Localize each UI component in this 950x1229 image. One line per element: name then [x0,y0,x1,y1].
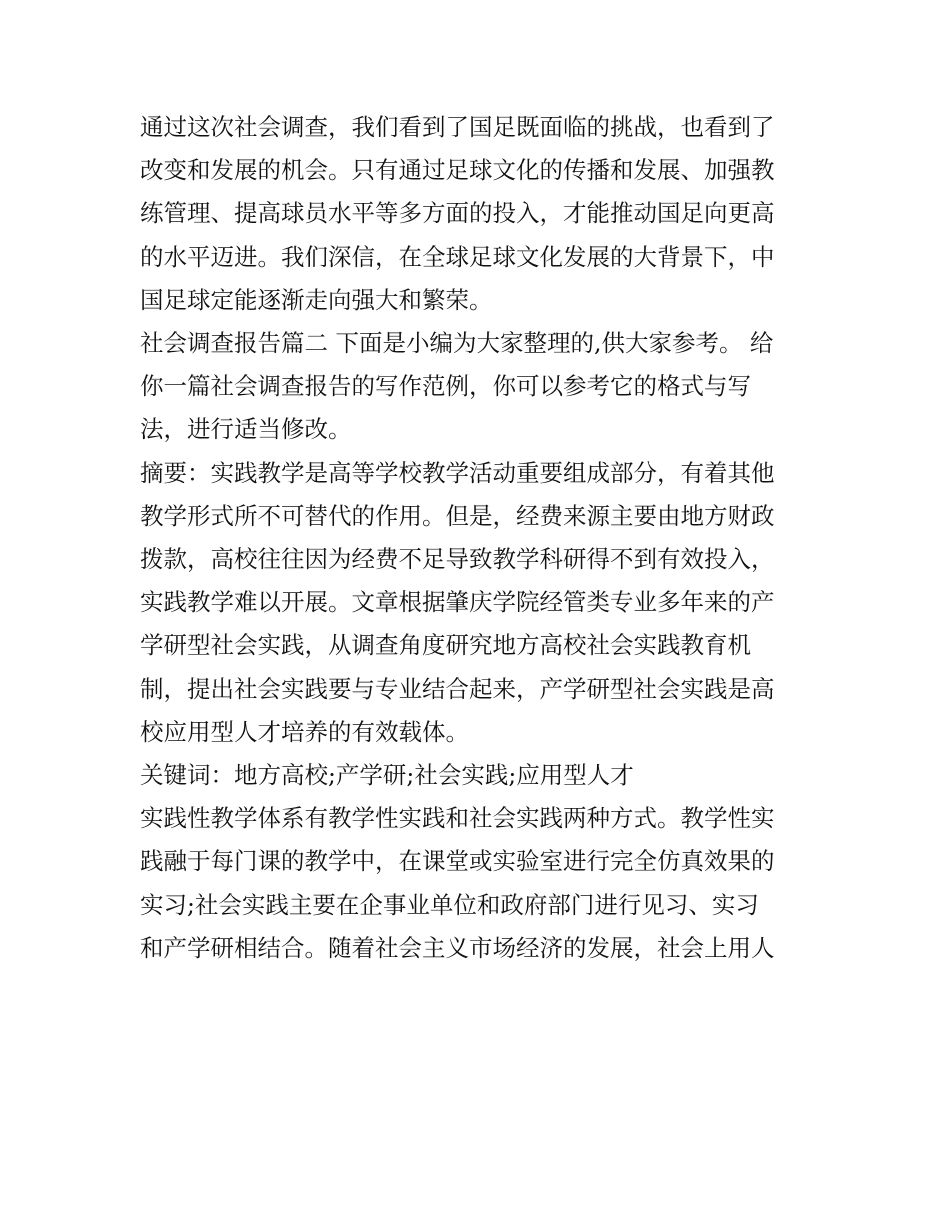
text-line: 学研型社会实践，从调查角度研究地方高校社会实践教育机 [140,631,751,660]
text-line: 教学形式所不可替代的作用。但是，经费来源主要由地方财政 [140,501,775,530]
text-line: 练管理、提高球员水平等多方面的投入，才能推动国足向更高 [140,199,775,228]
text-line: 和产学研相结合。随着社会主义市场经济的发展，社会上用人 [140,933,775,962]
text-line: 制，提出社会实践要与专业结合起来，产学研型社会实践是高 [140,674,775,703]
text-line: 校应用型人才培养的有效载体。 [140,717,469,746]
text-line: 拨款，高校往往因为经费不足导致教学科研得不到有效投入， [140,545,775,574]
text-line: 改变和发展的机会。只有通过足球文化的传播和发展、加强教 [140,156,775,185]
paragraph-keywords [140,754,812,797]
text-line: 法，进行适当修改。 [140,415,352,444]
text-line: 社会调查报告篇二 下面是小编为大家整理的,供大家参考。 给 [140,329,774,358]
document-body [140,106,812,970]
text-line: 通过这次社会调查，我们看到了国足既面临的挑战，也看到了 [140,113,775,141]
paragraph-report-intro [140,322,812,452]
text-line: 实践性教学体系有教学性实践和社会实践两种方式。教学性实 [140,804,775,833]
text-line: 实践教学难以开展。文章根据肇庆学院经管类专业多年来的产 [140,588,775,617]
text-line: 关键词：地方高校;产学研;社会实践;应用型人才 [140,761,634,790]
text-line: 摘要：实践教学是高等学校教学活动重要组成部分，有着其他 [140,458,775,487]
text-line: 国足球定能逐渐走向强大和繁荣。 [140,285,493,314]
text-line: 的水平迈进。我们深信，在全球足球文化发展的大背景下，中 [140,242,775,271]
paragraph-conclusion [140,106,812,322]
text-line: 实习;社会实践主要在企事业单位和政府部门进行见习、实习 [140,890,759,919]
text-line: 你一篇社会调查报告的写作范例，你可以参考它的格式与写 [140,372,751,401]
paragraph-body [140,797,812,970]
paragraph-abstract [140,452,812,754]
text-line: 践融于每门课的教学中，在课堂或实验室进行完全仿真效果的 [140,847,775,876]
